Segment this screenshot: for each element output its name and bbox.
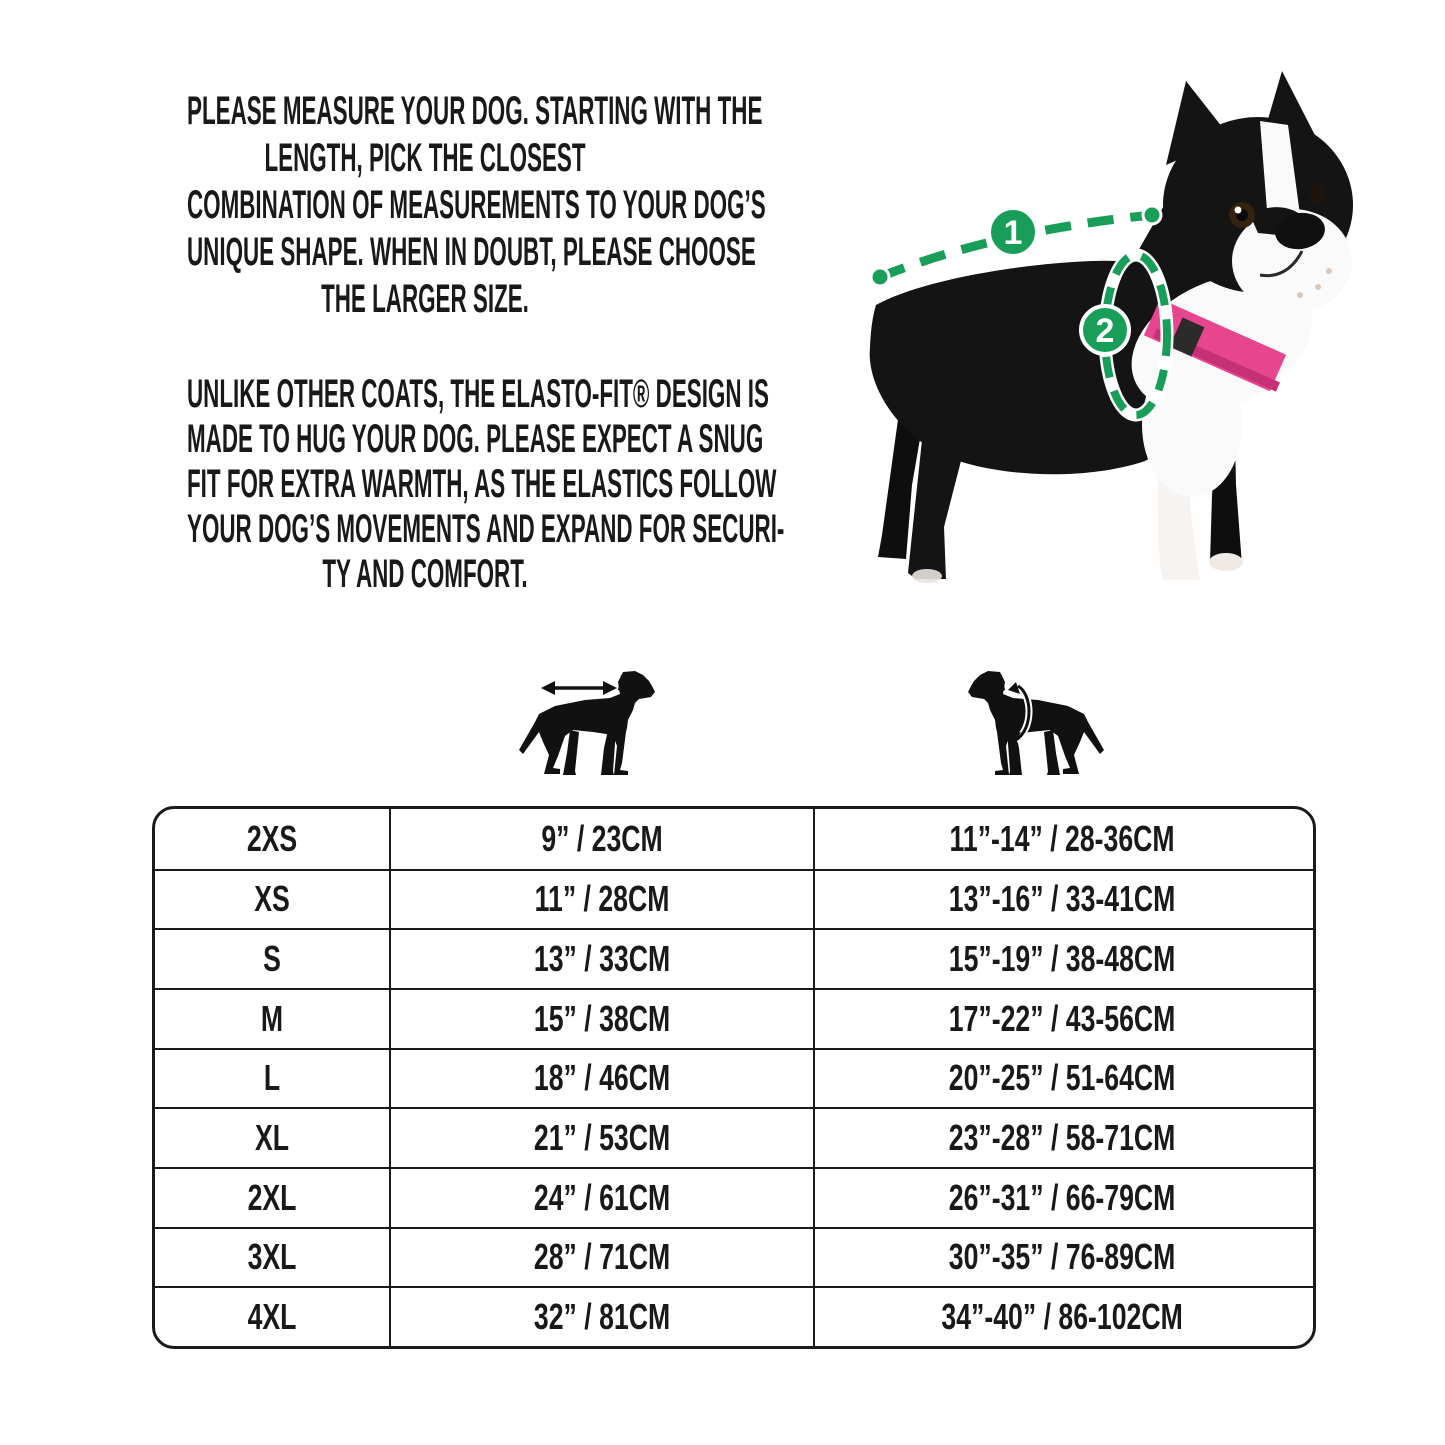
marker-1-badge [989, 208, 1037, 256]
elasto-fit-note [0, 372, 850, 597]
muzzle-freckle [1315, 284, 1321, 290]
text-line: LENGTH, PICK THE CLOSEST [264, 136, 586, 180]
table-row [155, 1227, 1313, 1287]
size-label: 3XL [155, 1229, 391, 1287]
dog-girth-icon [950, 658, 1115, 788]
size-label: M [155, 990, 391, 1048]
chest-girth-value: 30”-35” / 76-89CM [949, 1236, 1176, 1278]
chest-girth-value: 13”-16” / 33-41CM [949, 878, 1176, 920]
dog-photo-illustration [830, 65, 1390, 590]
dog-far-eye [1309, 182, 1325, 204]
chest-girth-value: 15”-19” / 38-48CM [949, 938, 1176, 980]
back-length-value: 24” / 61CM [391, 1169, 815, 1227]
chest-girth-value: 23”-28” / 58-71CM [949, 1117, 1176, 1159]
dog-eye-glint [1235, 207, 1242, 214]
marker-1-number: 1 [1003, 214, 1023, 252]
table-row [155, 1048, 1313, 1108]
chest-girth-value: 11”-14” / 28-36CM [949, 817, 1176, 859]
back-length-value: 28” / 71CM [391, 1229, 815, 1287]
chest-girth-value: 20”-25” / 51-64CM [949, 1057, 1176, 1099]
text-line: FIT FOR EXTRA WARMTH, AS THE ELASTICS FOLLOW [187, 462, 777, 506]
size-label: XL [155, 1109, 391, 1167]
table-row [155, 869, 1313, 929]
table-row [155, 928, 1313, 988]
dog-paw [1209, 553, 1243, 571]
back-length-value: 9” / 23CM [391, 809, 815, 869]
back-length-value: 13” / 33CM [391, 930, 815, 988]
chest-girth-value: 26”-31” / 66-79CM [949, 1176, 1176, 1218]
chest-girth-value: 17”-22” / 43-56CM [949, 997, 1176, 1039]
size-label: XS [155, 871, 391, 929]
chest-girth-value: 34”-40” / 86-102CM [941, 1296, 1184, 1338]
muzzle-freckle [1326, 268, 1332, 274]
size-label: 4XL [155, 1288, 391, 1346]
size-label: S [155, 930, 391, 988]
text-line: UNLIKE OTHER COATS, THE ELASTO-FIT® DESIGN IS [187, 372, 769, 416]
text-line: COMBINATION OF MEASUREMENTS TO YOUR DOG’S [187, 183, 766, 227]
back-length-value: 11” / 28CM [391, 871, 815, 929]
table-row [155, 1286, 1313, 1346]
size-label: 2XS [155, 809, 391, 869]
table-row [155, 809, 1313, 869]
back-length-value: 15” / 38CM [391, 990, 815, 1048]
measuring-instructions [0, 88, 850, 323]
table-row [155, 988, 1313, 1048]
back-length-value: 32” / 81CM [391, 1288, 815, 1346]
text-line: YOUR DOG’S MOVEMENTS AND EXPAND FOR SECURI- [187, 507, 785, 551]
text-line: MADE TO HUG YOUR DOG. PLEASE EXPECT A SNUG [187, 417, 764, 461]
muzzle-freckle [1297, 292, 1303, 298]
back-length-value: 18” / 46CM [391, 1050, 815, 1108]
dog-length-icon [515, 658, 680, 788]
text-line: PLEASE MEASURE YOUR DOG. STARTING WITH THE [187, 89, 763, 133]
table-row [155, 1167, 1313, 1227]
text-line: TY AND COMFORT. [322, 552, 528, 596]
size-label: L [155, 1050, 391, 1108]
size-label: 2XL [155, 1169, 391, 1227]
table-row [155, 1107, 1313, 1167]
text-line: UNIQUE SHAPE. WHEN IN DOUBT, PLEASE CHOOSE [187, 230, 756, 274]
text-line: THE LARGER SIZE. [321, 277, 529, 321]
marker-2-badge [1081, 306, 1129, 354]
size-table [152, 806, 1316, 1349]
dog-paw [912, 569, 942, 583]
back-length-value: 21” / 53CM [391, 1109, 815, 1167]
marker-2-number: 2 [1095, 312, 1115, 350]
length-arrow [541, 681, 617, 695]
